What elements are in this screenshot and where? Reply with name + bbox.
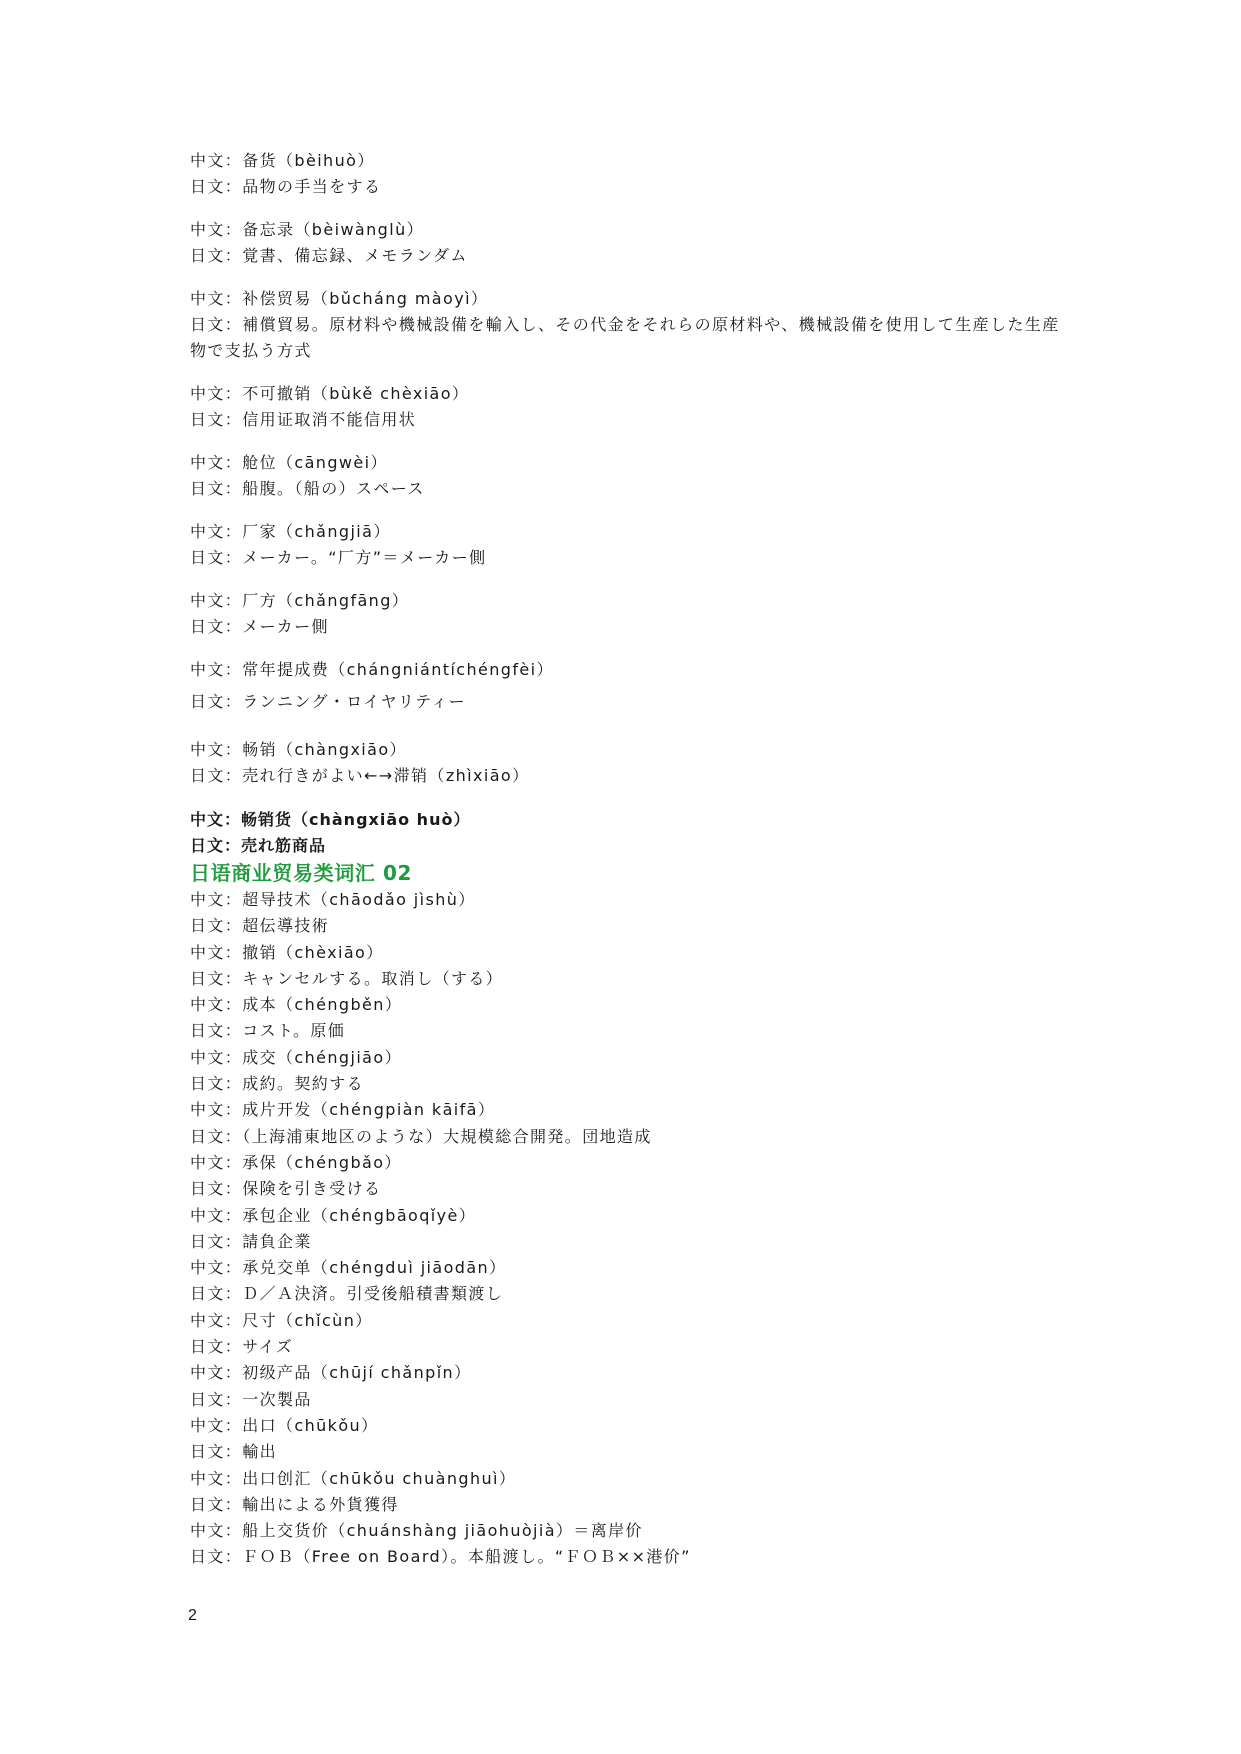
- japanese-term: 日文：売れ行きがよい←→滞销（zhìxiāo）: [190, 766, 530, 785]
- chinese-term: 中文：超导技术（chāodǎo jìshù）: [190, 890, 476, 909]
- chinese-term: 中文：畅销（chàngxiāo）: [190, 740, 407, 759]
- chinese-term: 中文：船上交货价（chuánshàng jiāohuòjià）＝离岸价: [190, 1521, 643, 1541]
- chinese-term: 中文：厂方（chǎngfāng）: [190, 591, 410, 610]
- japanese-term: 日文：（上海浦東地区のような）大規模総合開発。団地造成: [190, 1126, 652, 1146]
- chinese-term: 中文：出口创汇（chūkǒu chuànghuì）: [190, 1468, 517, 1488]
- vocab-entry: [190, 381, 1070, 433]
- japanese-term: 日文：補償貿易。原材料や機械設備を輸入し、その代金をそれらの原材料や、機械設備を使用して生産した生産物で支払う方式: [190, 315, 1060, 360]
- vocab-entry: [190, 286, 1070, 364]
- chinese-term: 中文：承兑交单（chéngduì jiāodān）: [190, 1258, 507, 1278]
- japanese-term: 日文：船腹。（船の）スペース: [190, 479, 425, 498]
- vocab-entry: [190, 450, 1070, 502]
- vocabulary-content: [190, 148, 1070, 1571]
- japanese-term: 日文：売れ筋商品: [190, 836, 327, 855]
- chinese-term: 中文：常年提成费（chángniántíchéngfèi）: [190, 660, 554, 679]
- vocab-entry: [190, 657, 1070, 715]
- japanese-term: 日文：請負企業: [190, 1231, 312, 1251]
- chinese-term: 中文：不可撤销（bùkě chèxiāo）: [190, 384, 470, 403]
- chinese-term: 中文：畅销货（chàngxiāo huò）: [190, 810, 471, 829]
- chinese-term: 中文：承包企业（chéngbāoqǐyè）: [190, 1205, 477, 1225]
- japanese-term: 日文：コスト。原価: [190, 1021, 346, 1041]
- japanese-term: 日文：Ｄ／Ａ決済。引受後船積書類渡し: [190, 1284, 504, 1304]
- chinese-term: 中文：初级产品（chūjí chǎnpǐn）: [190, 1363, 472, 1383]
- japanese-term: 日文：メーカー側: [190, 617, 329, 636]
- japanese-term: 日文：信用证取消不能信用状: [190, 410, 417, 429]
- japanese-term: 日文：輸出による外貨獲得: [190, 1494, 399, 1514]
- chinese-term: 中文：成本（chéngběn）: [190, 995, 403, 1015]
- chinese-term: 中文：厂家（chǎngjiā）: [190, 522, 391, 541]
- japanese-term: 日文：成約。契約する: [190, 1074, 365, 1094]
- japanese-term: 日文：覚書、備忘録、メモランダム: [190, 246, 468, 265]
- japanese-term: 日文：超伝導技術: [190, 916, 330, 936]
- vocab-entry-bold: [190, 807, 1070, 859]
- vocab-entry: [190, 588, 1070, 640]
- chinese-term: 中文：补偿贸易（bǔcháng màoyì）: [190, 289, 489, 308]
- japanese-term: 日文：品物の手当をする: [190, 177, 382, 196]
- japanese-term: 日文：メーカー。“厂方”＝メーカー側: [190, 548, 487, 567]
- vocab-entry: [190, 148, 1070, 200]
- chinese-term: 中文：撤销（chèxiāo）: [190, 942, 384, 962]
- chinese-term: 中文：备忘录（bèiwànglù）: [190, 220, 425, 239]
- japanese-term: 日文：ランニング・ロイヤリティー: [190, 692, 467, 711]
- chinese-term: 中文：承保（chéngbǎo）: [190, 1152, 402, 1172]
- vocab-entry: [190, 217, 1070, 269]
- vocab-entry: [190, 519, 1070, 571]
- chinese-term: 中文：出口（chūkǒu）: [190, 1415, 379, 1435]
- japanese-term: 日文：ＦＯＢ（Free on Board）。本船渡し。“ＦＯＢ××港价”: [190, 1547, 691, 1567]
- japanese-term: 日文：サイズ: [190, 1337, 294, 1357]
- japanese-term: 日文：輸出: [190, 1442, 278, 1462]
- chinese-term: 中文：舱位（cāngwèi）: [190, 453, 388, 472]
- chinese-term: 中文：尺寸（chǐcùn）: [190, 1310, 373, 1330]
- japanese-term: 日文：一次製品: [190, 1389, 312, 1409]
- vocab-entry: [190, 737, 1070, 789]
- section-heading: 日语商业贸易类词汇 02: [190, 861, 412, 885]
- japanese-term: 日文：保険を引き受ける: [190, 1179, 382, 1199]
- compact-vocab-list: [190, 887, 1070, 1571]
- chinese-term: 中文：备货（bèihuò）: [190, 151, 375, 170]
- page-number: 2: [188, 1607, 197, 1624]
- chinese-term: 中文：成交（chéngjiāo）: [190, 1047, 402, 1067]
- chinese-term: 中文：成片开发（chéngpiàn kāifā）: [190, 1100, 496, 1120]
- japanese-term: 日文：キャンセルする。取消し（する）: [190, 968, 504, 988]
